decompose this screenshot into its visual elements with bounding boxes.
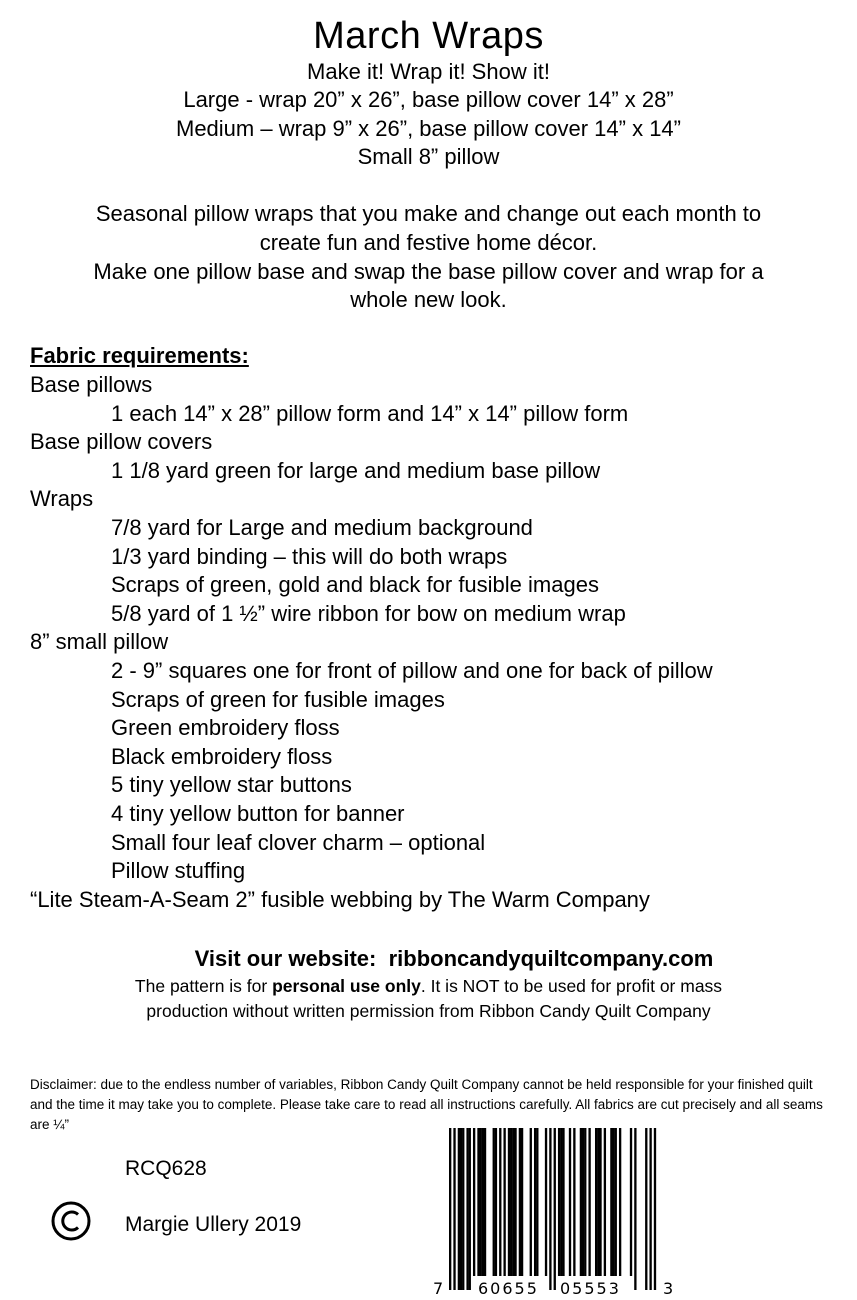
barcode-bar [493, 1128, 495, 1276]
barcode-bar [634, 1128, 636, 1290]
barcode-bar [484, 1128, 486, 1276]
disclaimer: Disclaimer: due to the endless number of variables, Ribbon Candy Quilt Company cannot be held responsible for your finished quilt and the time it may take you to complete. Please take care to read all instructions carefully. All fabrics are cut precisely and all seams are ¼” [30, 1077, 823, 1132]
barcode-bar [597, 1128, 599, 1276]
size-small: Small 8” pillow [357, 144, 500, 169]
requirement-item: Black embroidery floss [111, 743, 333, 769]
barcode-bar [545, 1128, 547, 1276]
barcode-bar [582, 1128, 584, 1276]
intro-line: create fun and festive home décor. [259, 230, 598, 255]
author-credit: Margie Ullery 2019 [125, 1213, 302, 1236]
barcode-bar [534, 1128, 536, 1276]
usage-notice-line1 [0, 973, 857, 999]
barcode-bar [482, 1128, 484, 1276]
requirement-category: 8” small pillow [30, 629, 169, 655]
intro-line: Make one pillow base and swap the base pillow cover and wrap for a [93, 259, 764, 284]
barcode-bar [469, 1128, 471, 1290]
barcode-bar [477, 1128, 479, 1276]
tagline: Make it! Wrap it! Show it! [307, 59, 550, 84]
barcode-bar [610, 1128, 612, 1276]
barcode-bar [630, 1128, 632, 1276]
barcode-digit-group: 3 [663, 1279, 676, 1298]
barcode-digit-group: 05553 [560, 1279, 621, 1298]
barcode-bar [584, 1128, 586, 1276]
barcode-bar [521, 1128, 523, 1276]
barcode-bar [473, 1128, 475, 1276]
requirement-category: Base pillows [30, 372, 153, 397]
barcode-bar [449, 1128, 451, 1290]
barcode-digit-group: 60655 [478, 1279, 539, 1298]
barcode-bar [512, 1128, 514, 1276]
barcode-bar [615, 1128, 617, 1276]
barcode-bar [588, 1128, 590, 1276]
notice-emphasis: personal use only [272, 976, 421, 996]
requirement-item: Pillow stuffing [111, 858, 246, 884]
requirement-item: 5/8 yard of 1 ½” wire ribbon for bow on medium wrap [111, 600, 626, 626]
website-link[interactable]: ribboncandyquiltcompany.com [388, 946, 714, 971]
barcode-bar [508, 1128, 510, 1276]
barcode-bar [604, 1128, 606, 1276]
requirement-category: “Lite Steam-A-Seam 2” fusible webbing by The Warm Company [30, 886, 650, 912]
requirement-item: 7/8 yard for Large and medium background [111, 515, 533, 540]
requirement-item: 2 - 9” squares one for front of pillow and one for back of pillow [111, 658, 713, 683]
requirement-item: 1/3 yard binding – this will do both wraps [111, 543, 508, 569]
barcode-bar [549, 1128, 551, 1290]
notice-text: . It is NOT to be used for profit or mass [420, 976, 723, 996]
barcode-bar [458, 1128, 460, 1290]
barcode-bar [649, 1128, 651, 1290]
size-large: Large - wrap 20” x 26”, base pillow cover 14” x 28” [183, 87, 674, 112]
requirement-item: Scraps of green for fusible images [111, 686, 445, 712]
requirement-item: 4 tiny yellow button for banner [111, 801, 405, 826]
barcode-bar [560, 1128, 562, 1276]
website-line [0, 945, 857, 973]
barcode-bar [499, 1128, 501, 1276]
requirement-category: Base pillow covers [30, 429, 213, 455]
intro-line: whole new look. [350, 287, 507, 312]
barcode-bar [619, 1128, 621, 1276]
barcode-bar [495, 1128, 497, 1276]
requirement-item: Green embroidery floss [111, 715, 340, 741]
requirements-heading: Fabric requirements: [30, 343, 249, 368]
barcode-bar [503, 1128, 505, 1276]
requirement-item: Small four leaf clover charm – optional [111, 829, 486, 855]
barcode-bar [573, 1128, 575, 1276]
barcode-bar [514, 1128, 516, 1276]
notice-text: The pattern is for [134, 976, 273, 996]
requirement-item: 1 each 14” x 28” pillow form and 14” x 14” pillow form [111, 400, 629, 426]
barcode-bar [654, 1128, 656, 1290]
barcode-bar [554, 1128, 556, 1290]
barcode-bar [569, 1128, 571, 1276]
barcode-bar [645, 1128, 647, 1290]
barcode-bar [466, 1128, 468, 1290]
barcode-bar [595, 1128, 597, 1276]
barcode-bar [612, 1128, 614, 1276]
requirement-item: 5 tiny yellow star buttons [111, 772, 352, 798]
barcode-bar [519, 1128, 521, 1276]
barcode-bar [536, 1128, 538, 1276]
barcode-bar [453, 1128, 455, 1290]
copyright-icon [50, 1200, 92, 1242]
size-medium: Medium – wrap 9” x 26”, base pillow cover 14” x 14” [176, 116, 681, 141]
page-title: March Wraps [313, 15, 544, 57]
requirement-category: Wraps [30, 486, 94, 512]
barcode-bar [460, 1128, 462, 1290]
usage-notice-line2: production without written permission from Ribbon Candy Quilt Company [146, 1001, 711, 1021]
barcode-digit-group: 7 [433, 1279, 446, 1298]
upc-barcode [449, 1128, 659, 1293]
website-label: Visit our website: [194, 946, 377, 971]
intro-line: Seasonal pillow wraps that you make and change out each month to [95, 201, 762, 226]
barcode-bar [599, 1128, 601, 1276]
pattern-sku: RCQ628 [125, 1157, 207, 1180]
barcode-bar [558, 1128, 560, 1276]
requirement-item: Scraps of green, gold and black for fusible images [111, 572, 599, 598]
barcode-bar [562, 1128, 564, 1276]
barcode-bar [580, 1128, 582, 1276]
barcode-bar [530, 1128, 532, 1276]
barcode-bar [480, 1128, 482, 1276]
barcode-bar [510, 1128, 512, 1276]
requirement-item: 1 1/8 yard green for large and medium base pillow [111, 457, 601, 483]
barcode-bar [462, 1128, 464, 1290]
